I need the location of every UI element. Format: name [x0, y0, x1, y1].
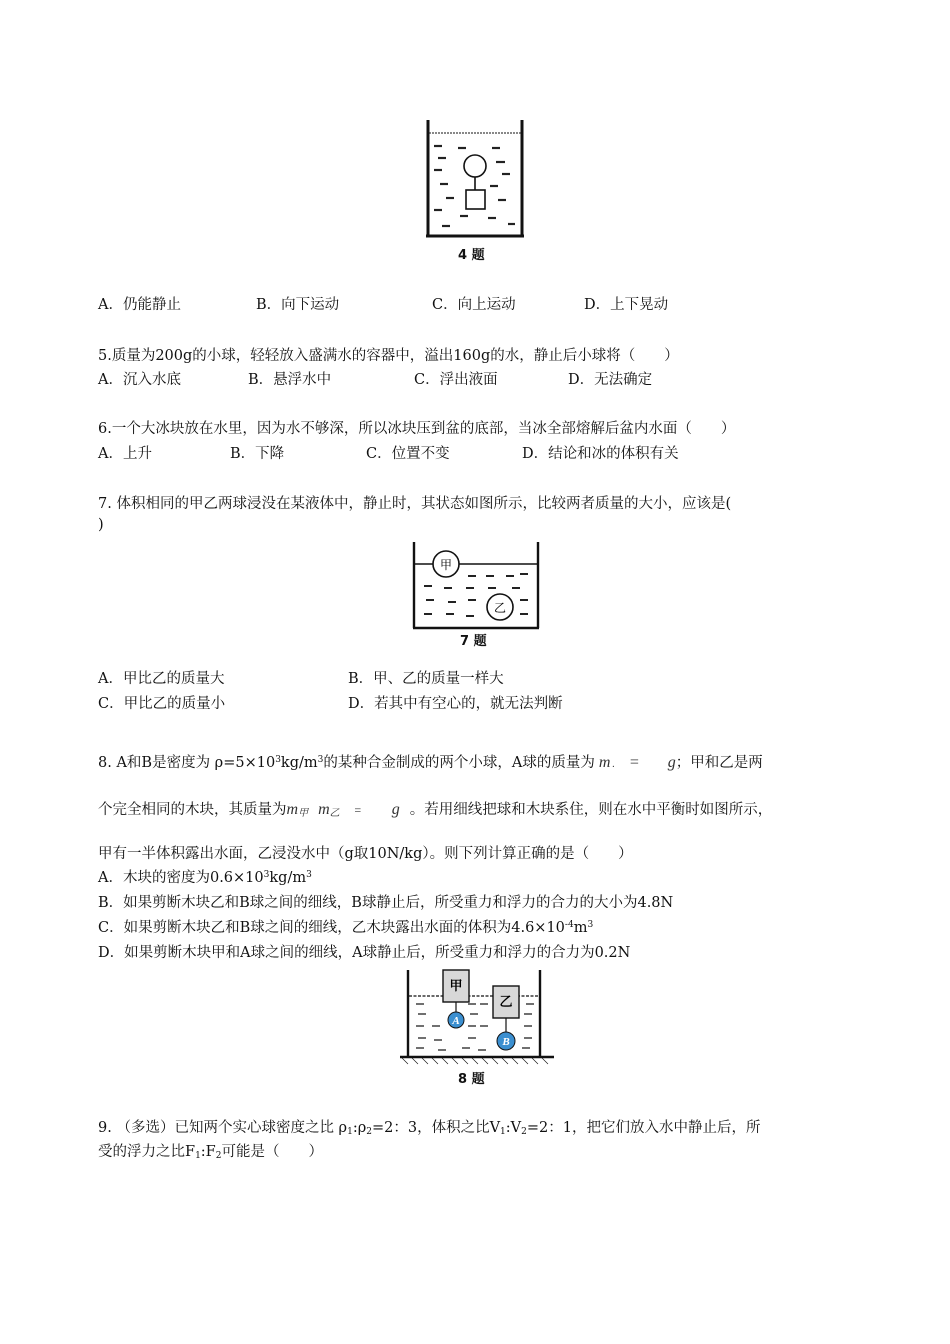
- figure-4: [420, 118, 530, 246]
- figure-8: [398, 968, 556, 1066]
- q7-stem-line1: 7. 体积相同的甲乙两球浸没在某液体中，静止时，其状态如图所示，比较两者质量的大小，应该是(: [98, 496, 732, 512]
- q5-option-d: D．无法确定: [568, 372, 653, 388]
- q7-ball-yi-label: 乙: [493, 601, 507, 615]
- q9-stem-line1: 9. （多选）已知两个实心球密度之比 $\rho_1:\rho_2=2$：3，体积之比$V_1:V_2=2$：1，把它们放入水中静止后，所: [98, 1120, 761, 1137]
- q4-option-d: D．上下晃动: [584, 297, 669, 313]
- q8-formula-m-yi: $m_乙$: [318, 801, 340, 819]
- figure-4-caption: 4 题: [458, 248, 485, 263]
- q7-option-a: A．甲比乙的质量大: [98, 671, 225, 687]
- q4-option-a: A．仍能静止: [98, 297, 181, 313]
- q8-stem-line3: 甲有一半体积露出水面，乙浸没水中（g取10N/kg）。则下列计算正确的是（ ）: [98, 846, 633, 862]
- q6-option-d: D．结论和冰的体积有关: [522, 446, 679, 462]
- q8-option-d: D．如果剪断木块甲和A球之间的细线，A球静止后，所受重力和浮力的合力为0.2N: [98, 945, 631, 961]
- q7-stem-line2: ): [98, 517, 104, 533]
- q7-ball-jia-label: 甲: [439, 558, 453, 572]
- q7-option-b: B．甲、乙的质量一样大: [348, 671, 504, 687]
- q6-option-c: C．位置不变: [366, 446, 450, 462]
- q6-option-b: B．下降: [230, 446, 285, 462]
- q7-option-d: D．若其中有空心的，就无法判断: [348, 696, 563, 712]
- q8-stem-line2: 个完全相同的木块，其质量为$m_甲$ $m_乙 = g$ 。若用细线把球和木块系住，则在水中平衡时如图所示，: [98, 801, 773, 819]
- q8-stem-line1: 8. A和B是密度为 $\rho=5\times 10^3kg/m^3$的某种合金制成的两个小球，A球的质量为 m . = g；甲和乙是两: [98, 754, 763, 771]
- figure-8-caption: 8 题: [458, 1072, 485, 1087]
- q6-option-a: A．上升: [98, 446, 152, 462]
- q5-option-a: A．沉入水底: [98, 372, 181, 388]
- figure-7: [408, 540, 544, 632]
- q8-option-b: B．如果剪断木块乙和B球之间的细线，B球静止后，所受重力和浮力的合力的大小为4.8N: [98, 895, 674, 911]
- q8-block-jia-label: 甲: [449, 979, 463, 994]
- q8-block-yi-label: 乙: [499, 995, 513, 1010]
- q4-option-b: B．向下运动: [256, 297, 340, 313]
- q7-option-c: C．甲比乙的质量小: [98, 696, 226, 712]
- q6-stem: 6.一个大冰块放在水里，因为水不够深，所以冰块压到盆的底部，当冰全部熔解后盆内水面（ ）: [98, 421, 736, 437]
- q8-option-c: C．如果剪断木块乙和B球之间的细线，乙木块露出水面的体积为$4.6\times 10^{-4}m^3$: [98, 920, 594, 936]
- q8-formula-m-jia: $m_甲$: [286, 801, 309, 819]
- q8-option-a: A．木块的密度为$0.6\times 10^3kg/m^3$: [98, 870, 312, 886]
- q5-option-c: C．浮出液面: [414, 372, 498, 388]
- q5-stem: 5.质量为200g的小球，轻轻放入盛满水的容器中，溢出160g的水，静止后小球将（ ）: [98, 348, 679, 364]
- q4-option-c: C．向上运动: [432, 297, 516, 313]
- q8-ball-b-label: B: [502, 1036, 510, 1048]
- q5-option-b: B．悬浮水中: [248, 372, 332, 388]
- q8-formula-mA: m .: [598, 754, 615, 771]
- q8-ball-a-label: A: [452, 1015, 460, 1027]
- q9-stem-line2: 受的浮力之比$F_1:F_2$可能是（ ）: [98, 1144, 323, 1161]
- figure-7-caption: 7 题: [460, 634, 487, 649]
